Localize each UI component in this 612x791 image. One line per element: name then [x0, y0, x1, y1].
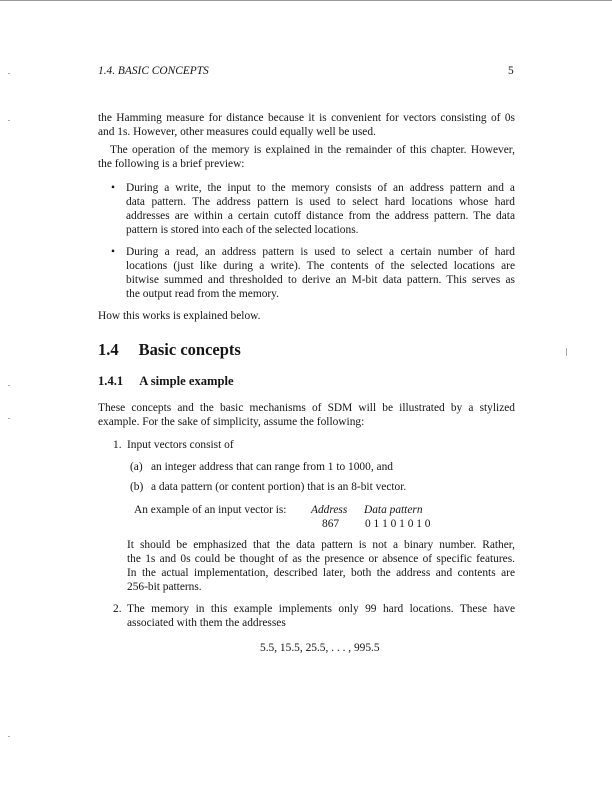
scan-speck	[8, 736, 10, 737]
bullet-line: the output read from the memory.	[126, 288, 279, 300]
scan-speck	[8, 120, 10, 121]
list-marker: 1.	[113, 439, 122, 451]
paragraph-line: the following is a brief preview:	[98, 158, 245, 170]
section-title: Basic concepts	[138, 340, 241, 359]
page-number: 5	[508, 65, 514, 77]
paragraph-line: and 1s. However, other measures could equally well be used.	[98, 126, 376, 138]
list-marker: 2.	[113, 603, 122, 615]
list-item-text: associated with them the addresses	[127, 617, 286, 629]
paragraph-line: These concepts and the basic mechanisms of SDM will be illustrated by a stylized	[98, 402, 515, 414]
paragraph-line: How this works is explained below.	[98, 310, 261, 322]
bullet-line: addresses are within a certain cutoff distance from the address pattern. The data	[126, 210, 515, 222]
paragraph-line: The operation of the memory is explained in the remainder of this chapter. However,	[110, 144, 515, 156]
list-item-text: The memory in this example implements only 99 hard locations. These have	[127, 603, 515, 615]
running-header: 1.4. BASIC CONCEPTS	[98, 65, 209, 77]
bullet-icon: •	[111, 246, 115, 258]
bullet-icon: •	[111, 182, 115, 194]
sublist-item-text: an integer address that can range from 1 to 1000, and	[151, 461, 393, 473]
bullet-line: During a write, the input to the memory consists of an address pattern and a	[126, 182, 515, 194]
bullet-line: During a read, an address pattern is used to select a certain number of hard	[126, 246, 515, 258]
example-value-data: 0 1 1 0 1 0 1 0	[365, 518, 431, 530]
section-heading	[98, 340, 241, 360]
scan-speck	[566, 348, 567, 356]
example-value-address: 867	[322, 518, 340, 530]
subsection-number: 1.4.1	[98, 374, 124, 388]
paragraph-line: the Hamming measure for distance because it is convenient for vectors consisting of 0s	[98, 112, 515, 124]
note-line: the 1s and 0s could be thought of as the presence or absence of specific features.	[127, 553, 515, 565]
display-equation: 5.5, 15.5, 25.5, . . . , 995.5	[260, 642, 380, 654]
sublist-marker: (b)	[130, 481, 144, 493]
bullet-line: data pattern. The address pattern is used to select hard locations whose hard	[126, 196, 515, 208]
example-header-data: Data pattern	[364, 504, 423, 516]
scan-edge	[0, 0, 612, 1]
bullet-line: pattern is stored into each of the selected locations.	[126, 224, 359, 236]
example-label: An example of an input vector is:	[134, 504, 287, 516]
note-line: In the actual implementation, described later, both the address and contents are	[127, 567, 515, 579]
subsection-title: A simple example	[139, 374, 234, 388]
paragraph-line: example. For the sake of simplicity, assume the following:	[98, 416, 365, 428]
scan-speck	[8, 418, 10, 419]
list-item-text: Input vectors consist of	[127, 439, 234, 451]
example-header-address: Address	[311, 504, 348, 516]
subsection-heading	[98, 374, 234, 389]
bullet-line: bitwise summed and thresholded to derive an M-bit data pattern. This serves as	[126, 274, 515, 286]
scan-speck	[8, 385, 10, 386]
bullet-line: locations (just like during a write). The contents of the selected locations are	[126, 260, 515, 272]
sublist-marker: (a)	[130, 461, 143, 473]
note-line: It should be emphasized that the data pattern is not a binary number. Rather,	[127, 539, 515, 551]
section-number: 1.4	[98, 340, 119, 359]
scan-speck	[8, 73, 10, 74]
note-line: 256-bit patterns.	[127, 581, 202, 593]
sublist-item-text: a data pattern (or content portion) that is an 8-bit vector.	[151, 481, 407, 493]
